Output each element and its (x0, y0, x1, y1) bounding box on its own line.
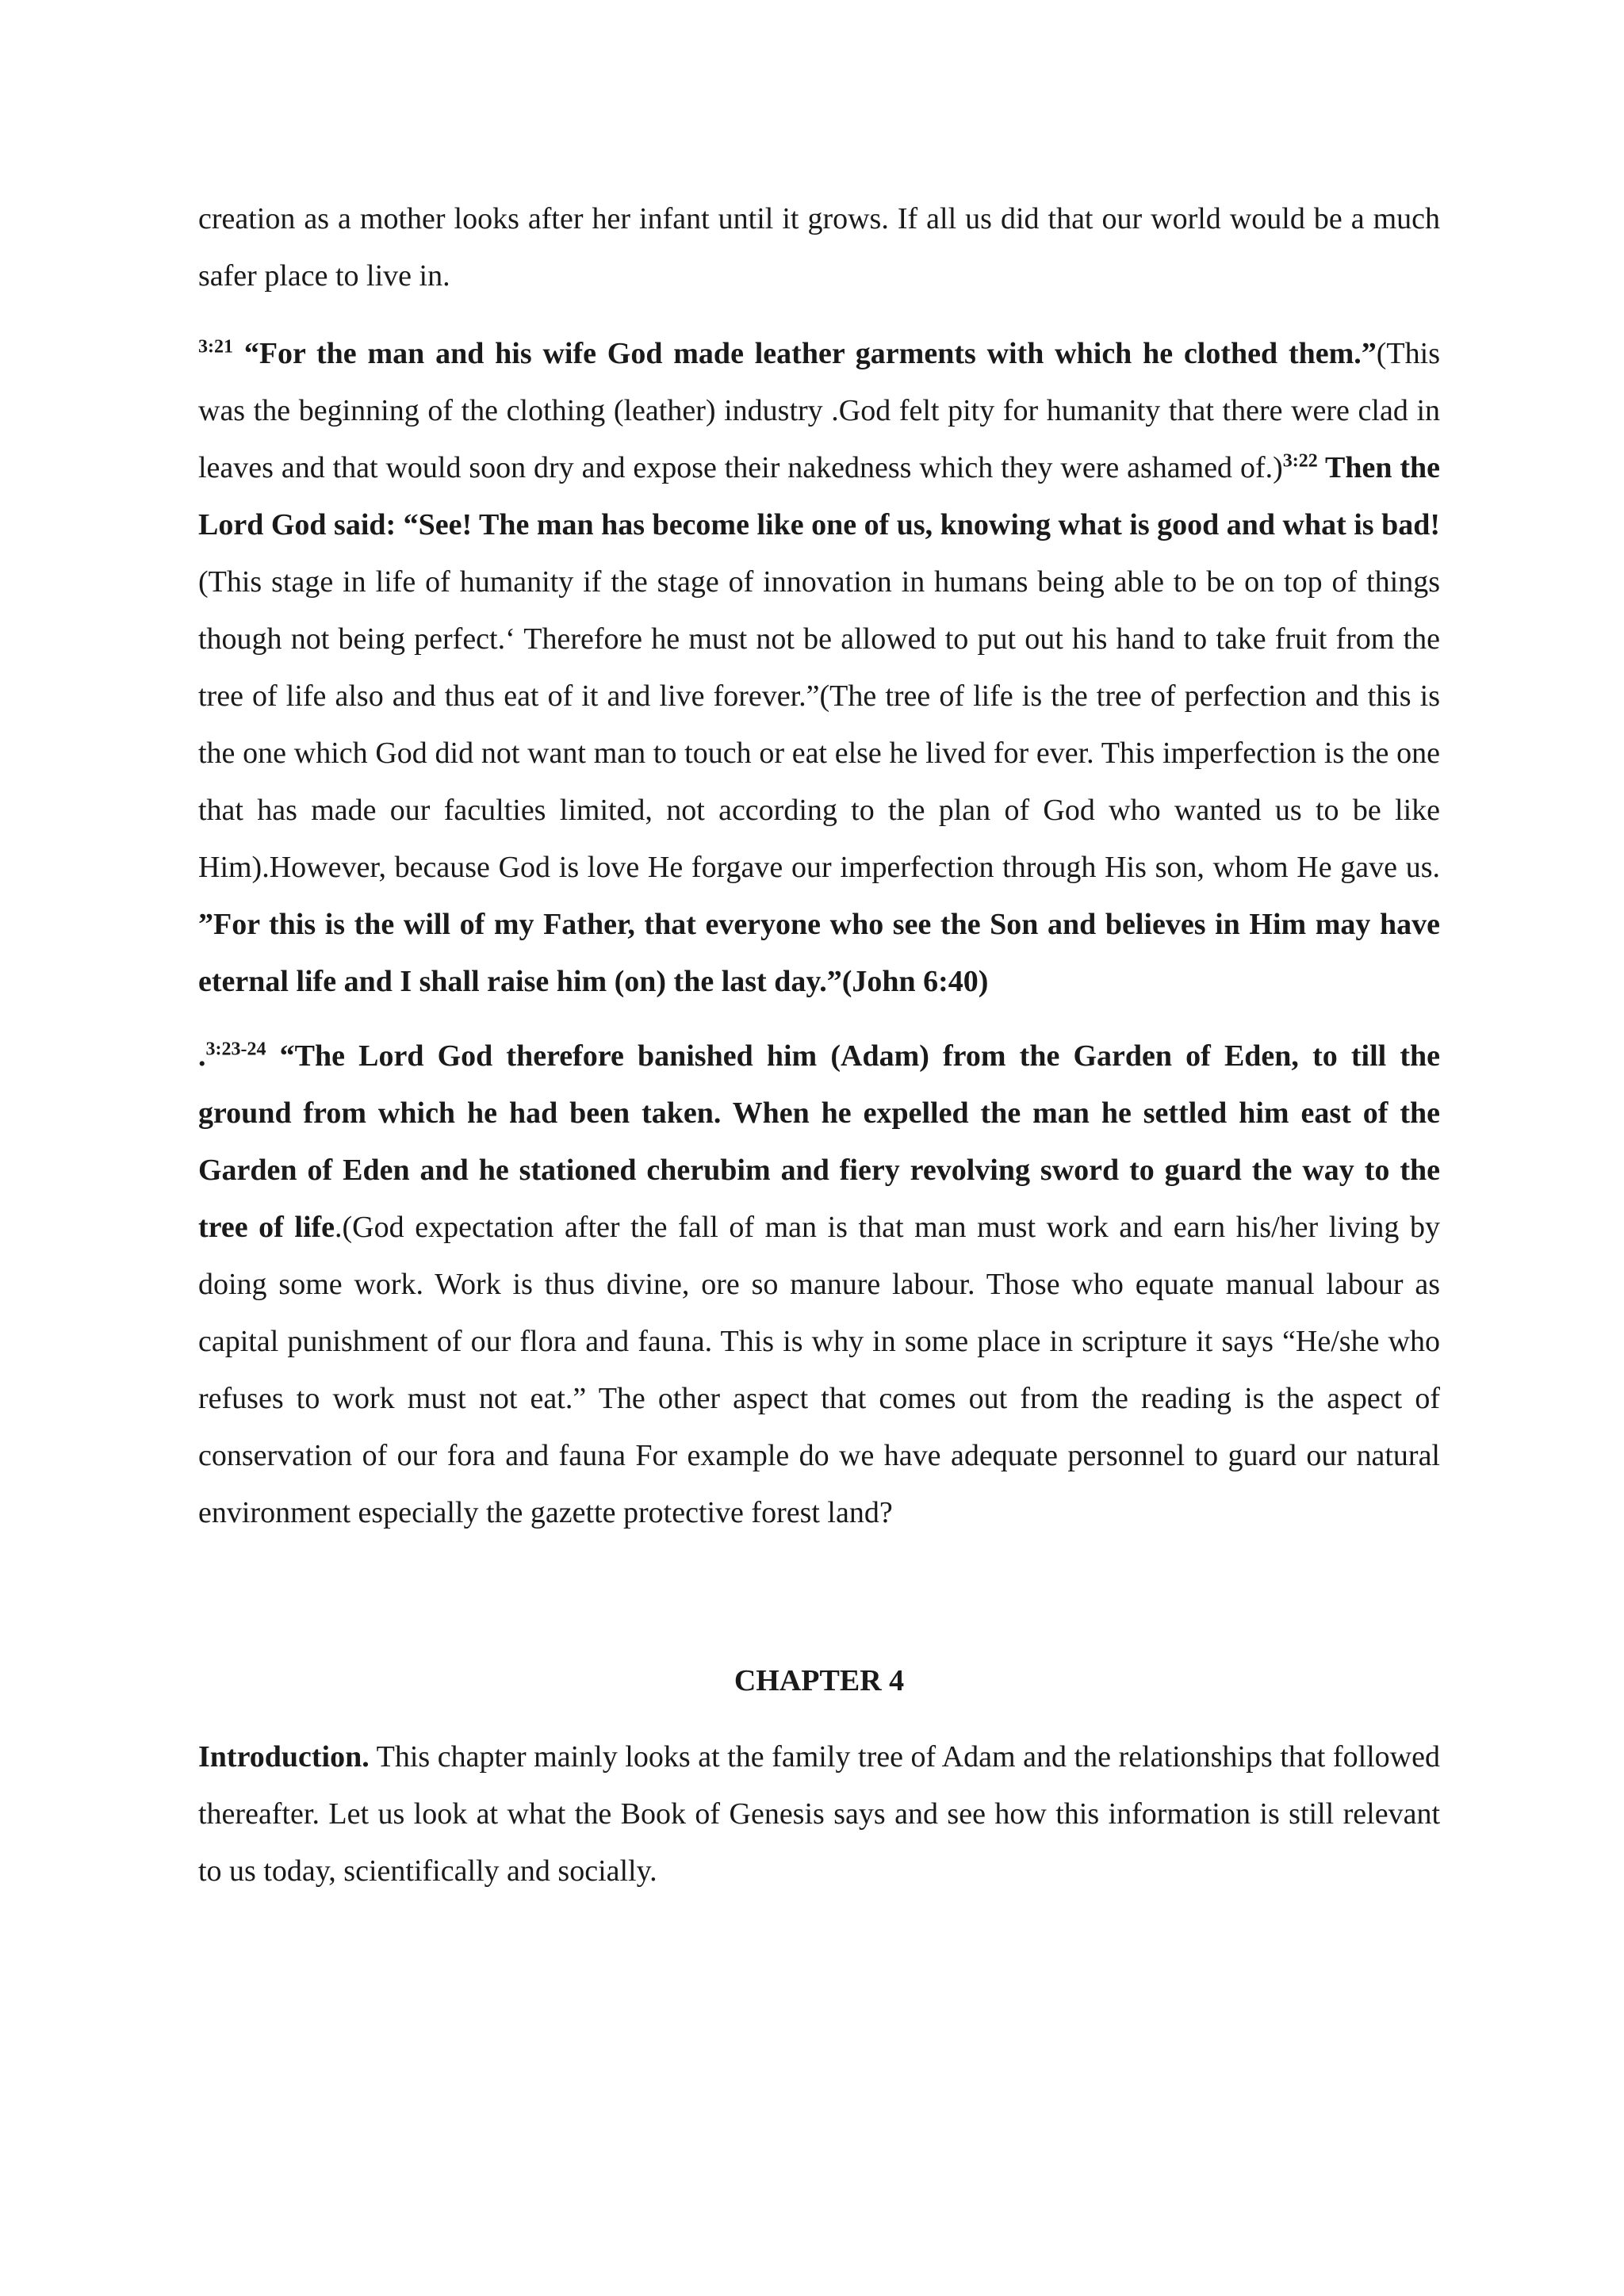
scripture-quote: ”For this is the will of my Father, that everyone who see the Son and believes in Him may have eternal life and I shall raise him (on) the last day.”(John 6:40) (198, 908, 1440, 998)
verse-number: 3:21 (198, 336, 233, 358)
verse-number: 3:22 (1282, 450, 1318, 472)
document-page (198, 190, 1440, 1917)
paragraph-creation (198, 190, 1440, 304)
commentary-text: .(God expectation after the fall of man is that man must work and earn his/her living by doing some work. Work is thus divine, ore so manure labour. Those who equate manual labour as capital punishment of our flora and fauna. This is why in some place in scripture it says “He/she who refuses to work must not eat.” The other aspect that comes out from the reading is the aspect of conservation of our fora and fauna For example do we have adequate personnel to guard our natural environment especially the gazette protective forest land? (198, 1211, 1440, 1529)
verse-number: 3:23-24 (205, 1039, 266, 1060)
introduction-label: Introduction. (198, 1740, 370, 1774)
paragraph-text: creation as a mother looks after her infant until it grows. If all us did that our world would be a much safer place to live in. (198, 202, 1440, 293)
introduction-text: This chapter mainly looks at the family tree of Adam and the relationships that followed thereafter. Let us look at what the Book of Genesis says and see how this information is still relevant to us today, scientifically and socially. (198, 1740, 1440, 1888)
chapter-heading: CHAPTER 4 (733, 1664, 905, 1697)
paragraph-introduction (198, 1728, 1440, 1900)
scripture-quote: “The Lord God therefore banished him (Adam) from the Garden of Eden, to till the ground from which he had been taken. When he expelled the man he settled him east of the Garden of Eden and he stationed cherubim and fiery revolving sword to guard the way to the tree of life (198, 1039, 1440, 1244)
paragraph-genesis-3-23-24 (198, 1027, 1440, 1541)
scripture-quote: Then the Lord God said: “See! The man has become like one of us, knowing what is good and what is bad! (198, 451, 1441, 541)
commentary-text: (This stage in life of humanity if the stage of innovation in humans being able to be on top of things though not being perfect.‘ Therefore he must not be allowed to put out his hand to take fruit from the tree of life also and thus eat of it and live forever.”(The tree of life is the tree of perfection and this is the one which God did not want man to touch or eat else he lived for ever. This imperfection is the one that has made our faculties limited, not according to the plan of God who wanted us to be like Him).However, because God is love He forgave our imperfection through His son, whom He gave us. (198, 565, 1440, 884)
paragraph-genesis-3-21-22 (198, 325, 1440, 1010)
commentary-text: (This was the beginning of the clothing (leather) industry .God felt pity for humanity that there were clad in leaves and that would soon dry and expose their nakedness which they were ashamed of.) (198, 337, 1440, 484)
scripture-quote: “For the man and his wife God made leather garments with which he clothed them.” (243, 337, 1377, 370)
leading-period: . (198, 1039, 206, 1073)
